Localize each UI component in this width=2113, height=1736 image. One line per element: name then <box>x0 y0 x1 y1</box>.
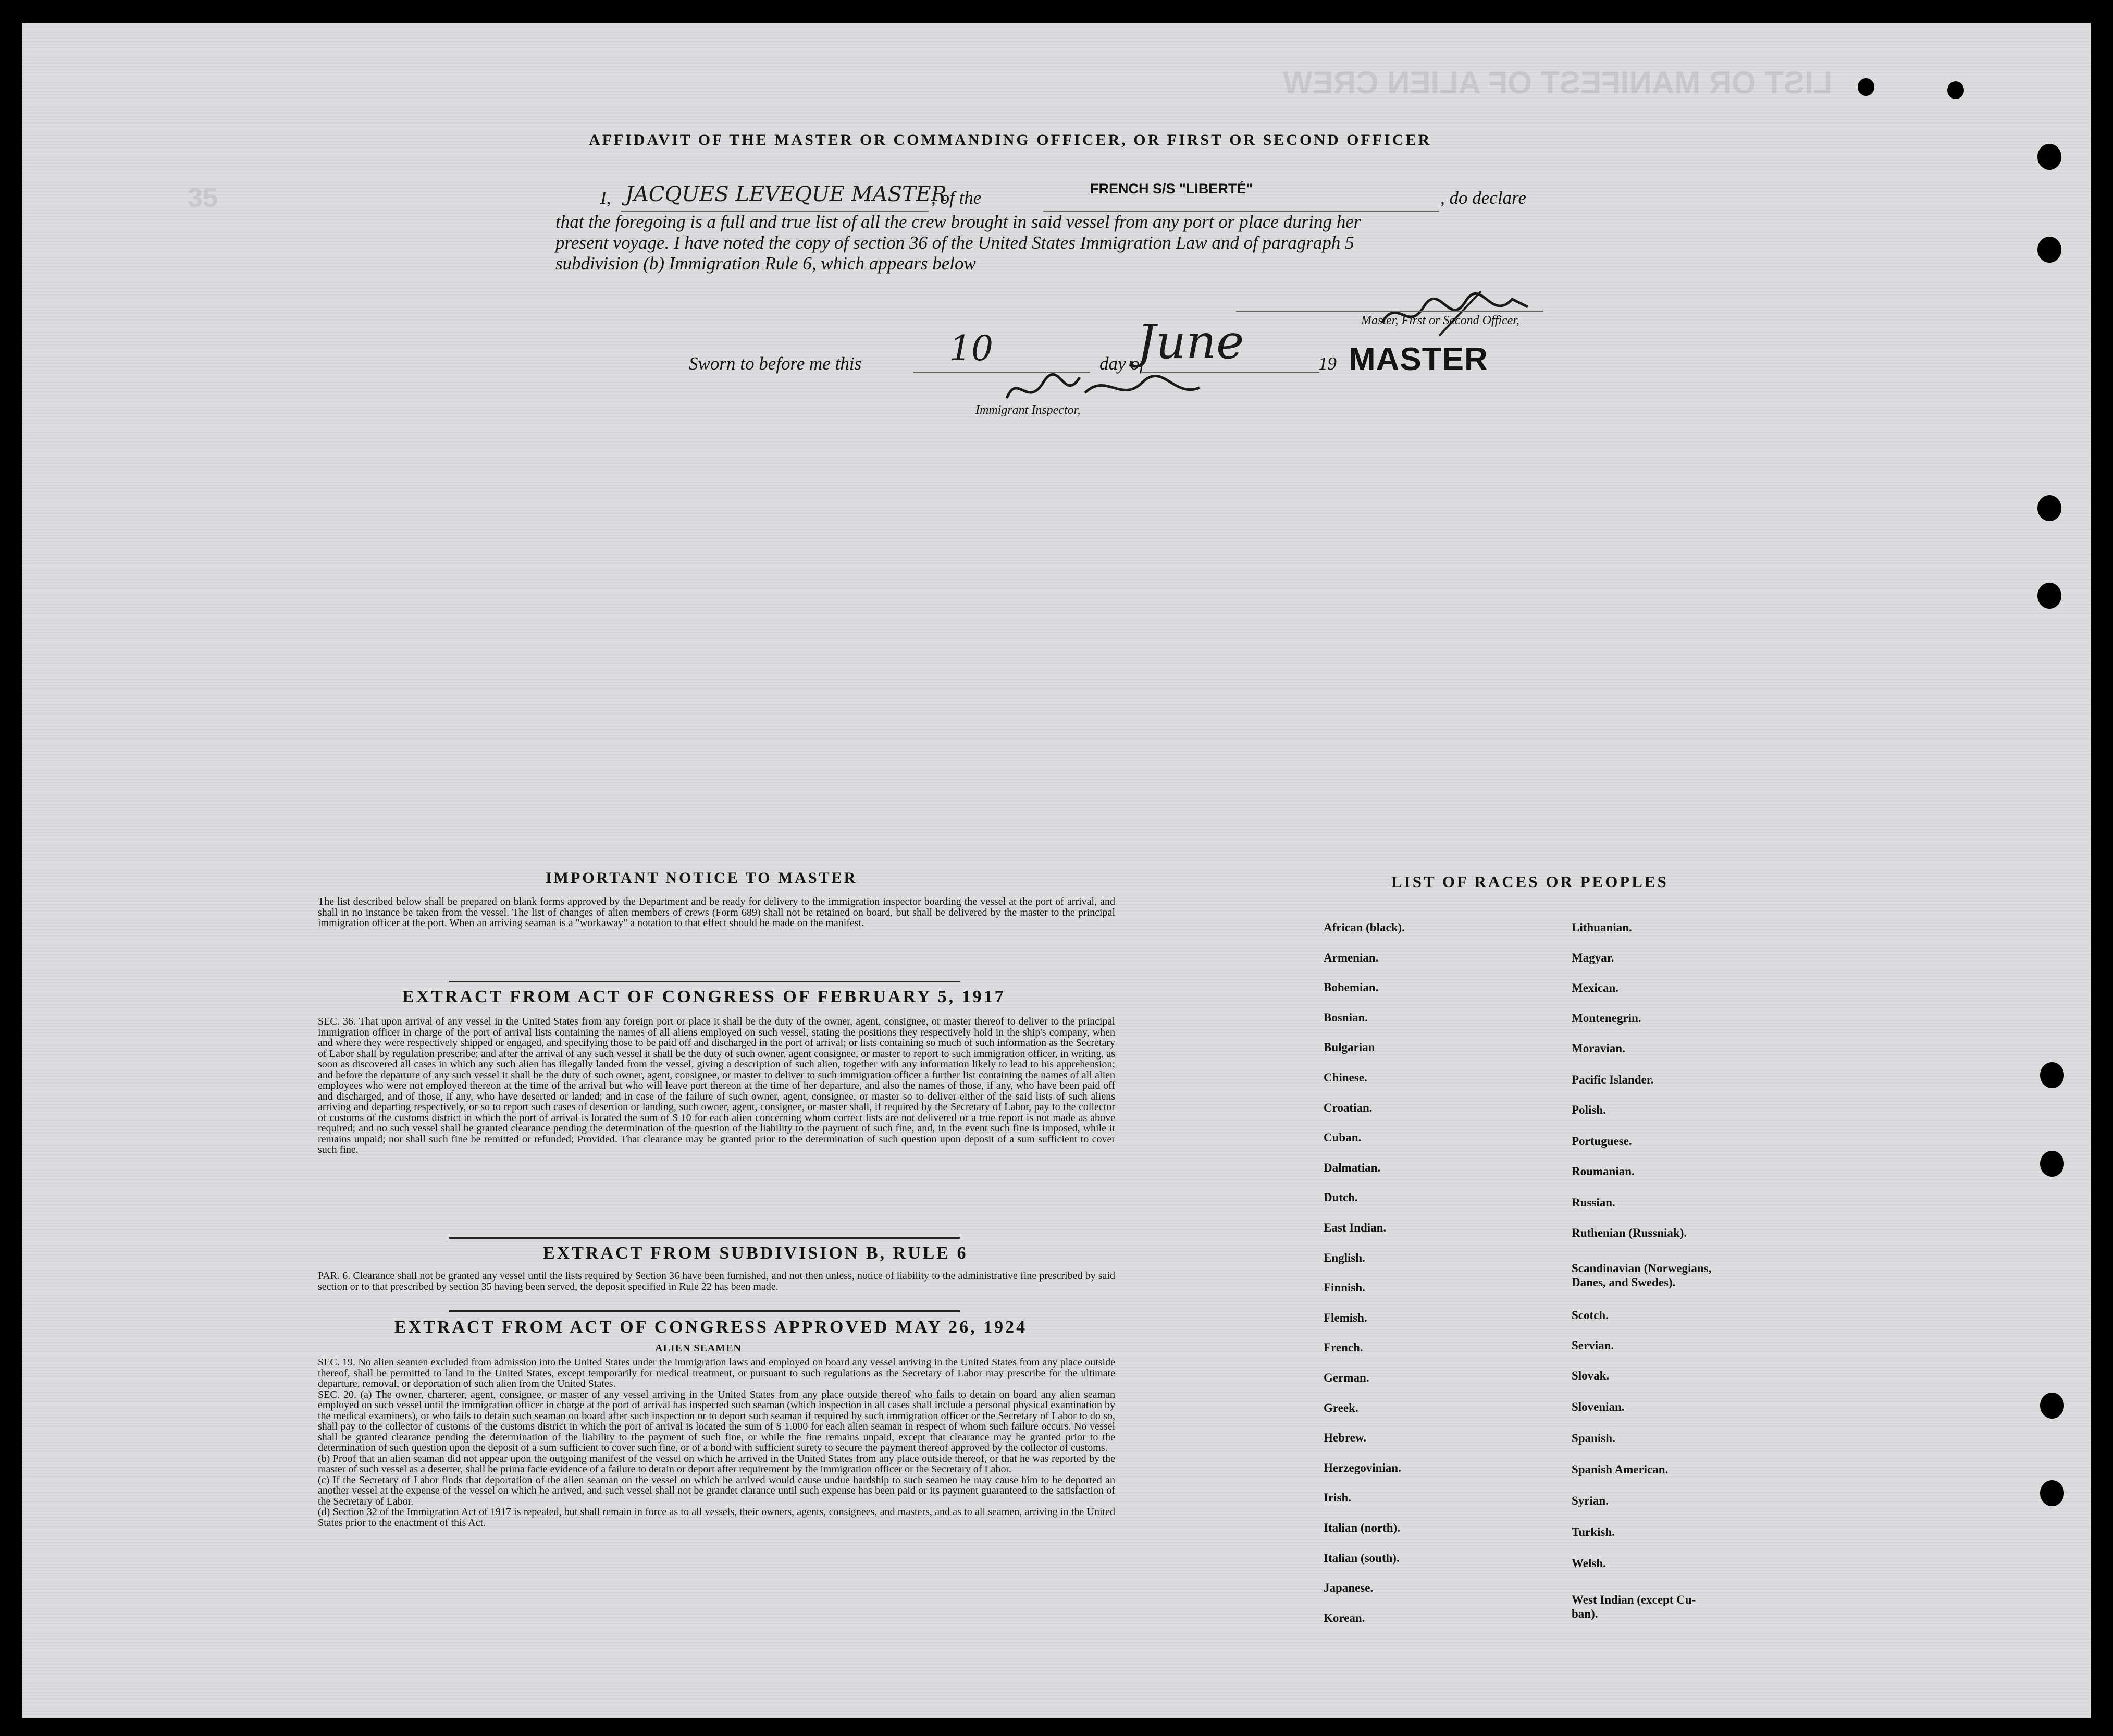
race-item: Italian (south). <box>1324 1551 1400 1565</box>
divider <box>449 1310 960 1312</box>
race-item: Russian. <box>1572 1196 1615 1209</box>
race-item: Japanese. <box>1324 1581 1374 1595</box>
race-item: Montenegrin. <box>1572 1012 1641 1025</box>
race-item: Flemish. <box>1324 1311 1367 1324</box>
affidavit-do-declare: , do declare <box>1440 188 1526 208</box>
race-item: Bohemian. <box>1324 981 1379 994</box>
master-stamp: MASTER <box>1349 341 1488 377</box>
race-item: Slovenian. <box>1572 1400 1625 1413</box>
divider <box>449 1237 960 1239</box>
race-item: Greek. <box>1324 1401 1358 1414</box>
extract1-body: SEC. 36. That upon arrival of any vessel in the United States from any foreign port or place it shall be the duty of the owner, agent, consignee, or master thereof to deliver to the principal immigration officer in charge of the port of arrival lists containing the names of all aliens employed on such vessel, stating the positions they respectively hold in the ship's company, when and where they were respectively shipped or engaged, and specifying those to be paid off and discharged in the port of arrival; or lists containing so much of such information as the Secretary of Labor shall by regulation prescribe; and after the arrival of any such vessel it shall be the duty of such owner, agent consignee, or master to report to such immigration officer, in writing, as soon as discovered all cases in which any such alien has illegally landed from the vessel, giving a description of such alien, together with any information likely to lead to his apprehension; and before the departure of any such vessel it shall be the duty of such owner, agent, consignee, or master to deliver to such immigration officer a further list containing the names of all alien employees who were not employed thereon at the time of the arrival but who will leave port thereon at the time of her departure, and also the names of those, if any, who have been paid off and discharged, and of those, if any, who have deserted or landed; and in case of the failure of such owner, agent, consignee, or master so to deliver either of the said lists of such aliens arriving and departing respectively, or so to report such cases of desertion or landing, such owner, agent, consignee, or master shall, if required by the Secretary of Labor, pay to the collector of customs of the customs district in which the port of arrival is located the sum of $ 10 for each alien concerning whom correct lists are not delivered or a true report is not made as above required; and no such vessel shall be granted clearance pending the determination of the question of the liability to the payment of such fine, and, in the event such fine is imposed, while it remains unpaid; nor shall such fine be remitted or refunded; Provided. That clearance may be granted prior to the determination of such question upon deposit of a sum sufficient to cover such fine. <box>318 1016 1115 1155</box>
race-item: Roumanian. <box>1572 1165 1635 1178</box>
race-item: Magyar. <box>1572 951 1614 964</box>
races-title: LIST OF RACES OR PEOPLES <box>1391 872 1669 891</box>
affidavit-i-label: I, <box>600 188 611 208</box>
race-item: Slovak. <box>1572 1369 1610 1382</box>
punch-hole <box>2040 1393 2064 1419</box>
affidavit-of-the: , of the <box>931 188 982 208</box>
race-item: Chinese. <box>1324 1071 1367 1084</box>
race-item: Cuban. <box>1324 1131 1362 1144</box>
master-name-handwritten: JACQUES LEVEQUE MASTER <box>625 182 947 206</box>
punch-hole <box>2040 1480 2064 1506</box>
affidavit-line-2: that the foregoing is a full and true list of all the crew brought in said vessel from any port or place during her <box>555 212 1361 232</box>
month-handwritten: June <box>1137 315 1244 370</box>
race-item: Bosnian. <box>1324 1011 1368 1024</box>
race-item: Italian (north). <box>1324 1521 1400 1534</box>
race-item: Bulgarian <box>1324 1041 1375 1054</box>
race-item: Lithuanian. <box>1572 921 1632 934</box>
day-handwritten: 10 <box>949 328 993 368</box>
extract3-body: SEC. 19. No alien seamen excluded from admission into the United States under the immigration laws and employed on board any vessel arriving in the United States from any place outside thereof, shall be permitted to land in the United States, except temporarily for medical treatment, or pursuant to such regulations as the Secretary of Labor may prescribe for the ultimate departure, removal, or deportation of such alien from the United States. SEC. 20. (a) The owner, charterer, agent, consignee, or master of any vessel arriving in the United States from any place outside thereof who fails to detain on board any alien seaman employed on such vessel until the immigration officer in charge at the port of arrival has inspected such seaman (which inspection in all cases shall include a personal physical examination by the medical examiners), or who fails to detain such seaman on board after such inspection or to deport such seaman if required by such immigration officer or the Secretary of Labor to do so, shall pay to the collector of customs of the customs district in which the port of arrival is located the sum of $ 1.000 for each alien seaman in respect of whom such failure occurs. No vessel shall be granted clearance pending the determination of the liability to the payment of such fine, or while the fine remains unpaid, except that clearance may be granted prior to the determination of such question upon the deposit of a sum sufficient to cover such fine, or of a bond with sufficient surety to secure the payment thereof approved by the collector of customs. (b) Proof that an alien seaman did not appear upon the outgoing manifest of the vessel on which he arrived in the United States from any place outside thereof, or that he was reported by the master of such vessel as a deserter, shall be prima facie evidence of a failure to detain or deport after requirement by the immigration officer or the Secretary of Labor. (c) If the Secretary of Labor finds that deportation of the alien seaman on the vessel on which he arrived would cause undue hardship to such seamen he may cause him to be deported an another vessel at the expense of the vessel on which he arrived, and such vessel shall not be grandet clarance until such expense has been paid or its payment guaranteed to the satisfaction of the Secretary of Labor. (d) Section 32 of the Immigration Act of 1917 is repealed, but shall remain in force as to all vessels, their owners, agents, consignees, and masters, and as to all seamen, arriving in the United States prior to the enactment of this Act. <box>318 1357 1115 1529</box>
extract2-title: EXTRACT FROM SUBDIVISION B, RULE 6 <box>543 1243 968 1263</box>
punch-hole <box>2037 144 2061 170</box>
race-item: West Indian (except Cu- ban). <box>1572 1593 1696 1620</box>
affidavit-line-3: present voyage. I have noted the copy of section 36 of the United States Immigration Law and of paragraph 5 <box>555 232 1354 253</box>
document-page <box>22 23 2091 1718</box>
race-item: Pacific Islander. <box>1572 1073 1654 1086</box>
race-item: Syrian. <box>1572 1494 1609 1507</box>
race-item: East Indian. <box>1324 1221 1387 1234</box>
divider <box>449 981 960 982</box>
race-item: Portuguese. <box>1572 1135 1632 1148</box>
race-item: Servian. <box>1572 1339 1614 1352</box>
extract1-title: EXTRACT FROM ACT OF CONGRESS OF FEBRUARY 5, 1917 <box>402 987 1006 1006</box>
bleed-through-number: 35 <box>188 183 218 213</box>
race-item: Armenian. <box>1324 951 1379 964</box>
signature-caption: Master, First or Second Officer, <box>1361 314 1519 327</box>
extract3-title: EXTRACT FROM ACT OF CONGRESS APPROVED MAY 26, 1924 <box>394 1318 1028 1337</box>
year-prefix: 19 <box>1318 353 1337 374</box>
punch-hole <box>2037 583 2061 609</box>
sworn-label: Sworn to before me this <box>689 353 862 374</box>
day-of-label: day of <box>1099 353 1145 374</box>
race-item: Ruthenian (Russniak). <box>1572 1226 1687 1239</box>
race-item: English. <box>1324 1251 1365 1264</box>
race-item: Croatian. <box>1324 1101 1373 1114</box>
inspector-caption: Immigrant Inspector, <box>975 403 1081 417</box>
race-item: Irish. <box>1324 1491 1352 1505</box>
signature-line <box>1236 311 1543 312</box>
extract3-subtitle: ALIEN SEAMEN <box>655 1343 742 1354</box>
race-item: German. <box>1324 1371 1369 1384</box>
race-item: Mexican. <box>1572 981 1619 994</box>
race-item: Dalmatian. <box>1324 1161 1381 1174</box>
punch-hole <box>2037 237 2061 263</box>
affidavit-title: AFFIDAVIT OF THE MASTER OR COMMANDING OFFICER, OR FIRST OR SECOND OFFICER <box>589 131 1432 149</box>
race-item: Scandinavian (Norwegians, Danes, and Swedes). <box>1572 1262 1712 1289</box>
race-item: Herzegovinian. <box>1324 1461 1401 1474</box>
race-item: Welsh. <box>1572 1557 1606 1570</box>
race-item: Moravian. <box>1572 1042 1625 1055</box>
race-item: Hebrew. <box>1324 1431 1366 1445</box>
punch-hole <box>1947 81 1964 99</box>
race-item: Korean. <box>1324 1611 1365 1624</box>
race-item: Dutch. <box>1324 1191 1358 1204</box>
punch-hole <box>2040 1151 2064 1177</box>
race-item: Finnish. <box>1324 1281 1365 1295</box>
punch-hole <box>2040 1062 2064 1088</box>
notice-body: The list described below shall be prepared on blank forms approved by the Department and be ready for delivery to the immigration inspector boarding the vessel at the port of arrival, and shall in no instance be taken from the vessel. The list of changes of alien members of crews (Form 689) shall not be retained on board, but shall be delivered by the master to the principal immigration officer at the port. When an arriving seaman is a "workaway" a notation to that effect should be made on the manifest. <box>318 896 1115 929</box>
race-item: African (black). <box>1324 921 1405 934</box>
punch-hole <box>1858 78 1874 96</box>
race-item: Scotch. <box>1572 1309 1609 1322</box>
race-item: Spanish American. <box>1572 1463 1669 1476</box>
affidavit-line-4: subdivision (b) Immigration Rule 6, which appears below <box>555 253 976 274</box>
race-item: Polish. <box>1572 1103 1606 1116</box>
race-item: Spanish. <box>1572 1432 1615 1445</box>
vessel-name: FRENCH S/S "LIBERTÉ" <box>1090 181 1253 196</box>
notice-title: IMPORTANT NOTICE TO MASTER <box>546 869 858 887</box>
race-item: French. <box>1324 1341 1363 1355</box>
extract2-body: PAR. 6. Clearance shall not be granted any vessel until the lists required by Section 36 have been furnished, and not then unless, notice of liability to the administrative fine prescribed by said section or to that prescribed by section 35 having been served, the deposit specified in Rule 22 has been made. <box>318 1270 1115 1292</box>
bleed-through-header: LIST OR MANIFEST OF ALIEN CREW <box>1283 65 1833 100</box>
race-item: Turkish. <box>1572 1525 1615 1538</box>
punch-hole <box>2037 495 2061 521</box>
